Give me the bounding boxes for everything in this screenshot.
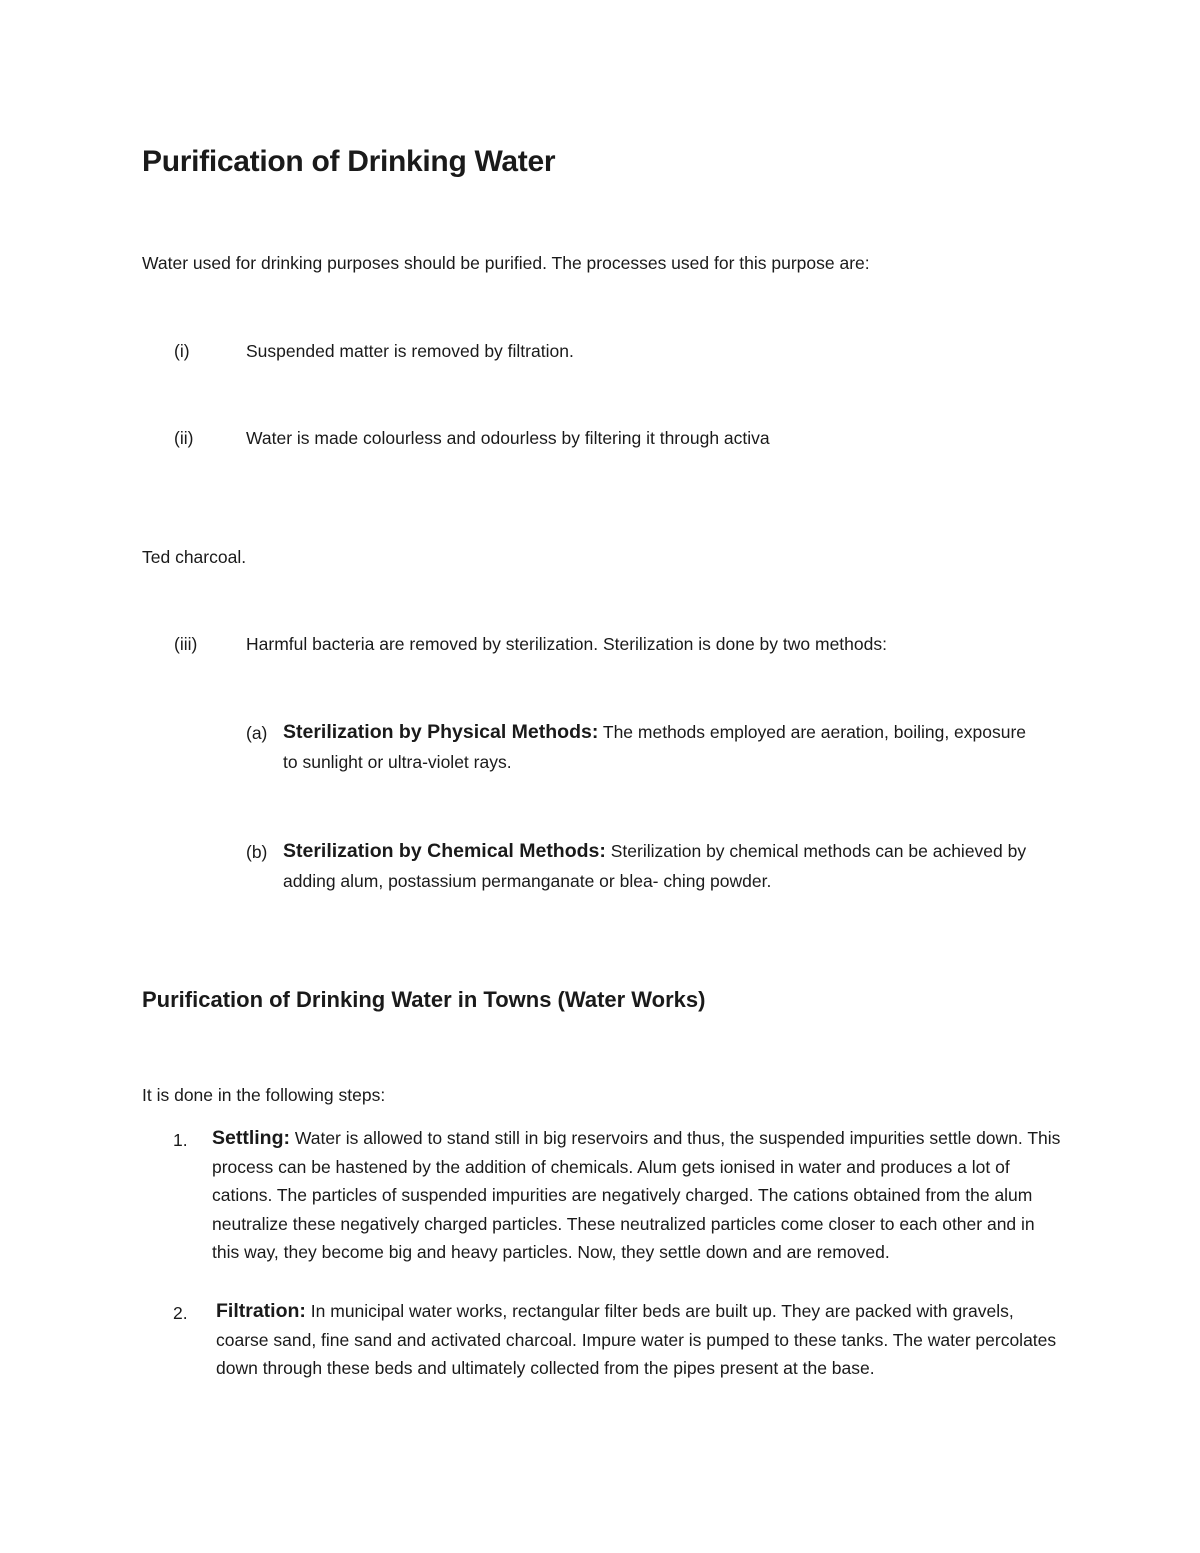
intro-paragraph: Water used for drinking purposes should be purified. The processes used for this purpose are:: [142, 253, 870, 273]
process-marker-2: (ii): [174, 428, 194, 448]
step-heading-1: Settling: [212, 1127, 284, 1149]
step-item-2: [212, 1297, 1062, 1383]
sterilization-text-a: The methods employed are aeration, boiling, exposure to sunlight or ultra-violet rays.: [283, 722, 1027, 772]
sterilization-text-b: Sterilization by chemical methods can be achieved by adding alum, postassium permanganate or blea- ching powder.: [283, 841, 1027, 891]
section-heading: Purification of Drinking Water in Towns (Water Works): [142, 987, 706, 1012]
step-item-1: [212, 1124, 1062, 1267]
process-text-3: Harmful bacteria are removed by sterilization. Sterilization is done by two methods:: [246, 634, 887, 654]
process-marker-1: (i): [174, 341, 190, 361]
sterilization-marker-a: (a): [246, 723, 268, 743]
step-text-1: Water is allowed to stand still in big reservoirs and thus, the suspended impurities settle down. This process can be hastened by the addition of chemicals. Alum gets ionised in water and produces a lot of cations. The particles of suspended impurities are negatively charged. The cations obtained from the alum neutralize these negatively charged particles. These neutralized particles come closer to each other and in this way, they become big and heavy particles. Now, they settle down and are removed.: [212, 1128, 1061, 1262]
sterilization-heading-b: Sterilization by Chemical Methods: [283, 840, 600, 862]
sterilization-colon-b: :: [599, 840, 606, 862]
page-title: Purification of Drinking Water: [142, 145, 556, 178]
steps-intro: It is done in the following steps:: [142, 1085, 386, 1105]
step-number-2: 2.: [173, 1303, 188, 1323]
step-heading-2: Filtration: [216, 1300, 300, 1322]
step-number-1: 1.: [173, 1130, 188, 1150]
sterilization-marker-b: (b): [246, 842, 268, 862]
step-colon-1: :: [283, 1127, 290, 1149]
step-text-2: In municipal water works, rectangular filter beds are built up. They are packed with gravels, coarse sand, fine sand and activated charcoal. Impure water is pumped to these tanks. The water percolates down through these beds and ultimately collected from the pipes present at the base.: [216, 1301, 1057, 1378]
continuation-text: Ted charcoal.: [142, 547, 247, 567]
process-text-1: Suspended matter is removed by filtration.: [246, 341, 574, 361]
sterilization-item-b: [283, 836, 1043, 896]
step-colon-2: :: [299, 1300, 306, 1322]
sterilization-heading-a: Sterilization by Physical Methods: [283, 721, 592, 743]
process-marker-3: (iii): [174, 634, 198, 654]
sterilization-item-a: [283, 717, 1043, 777]
sterilization-colon-a: :: [591, 721, 599, 743]
process-text-2: Water is made colourless and odourless by filtering it through activa: [246, 428, 770, 448]
